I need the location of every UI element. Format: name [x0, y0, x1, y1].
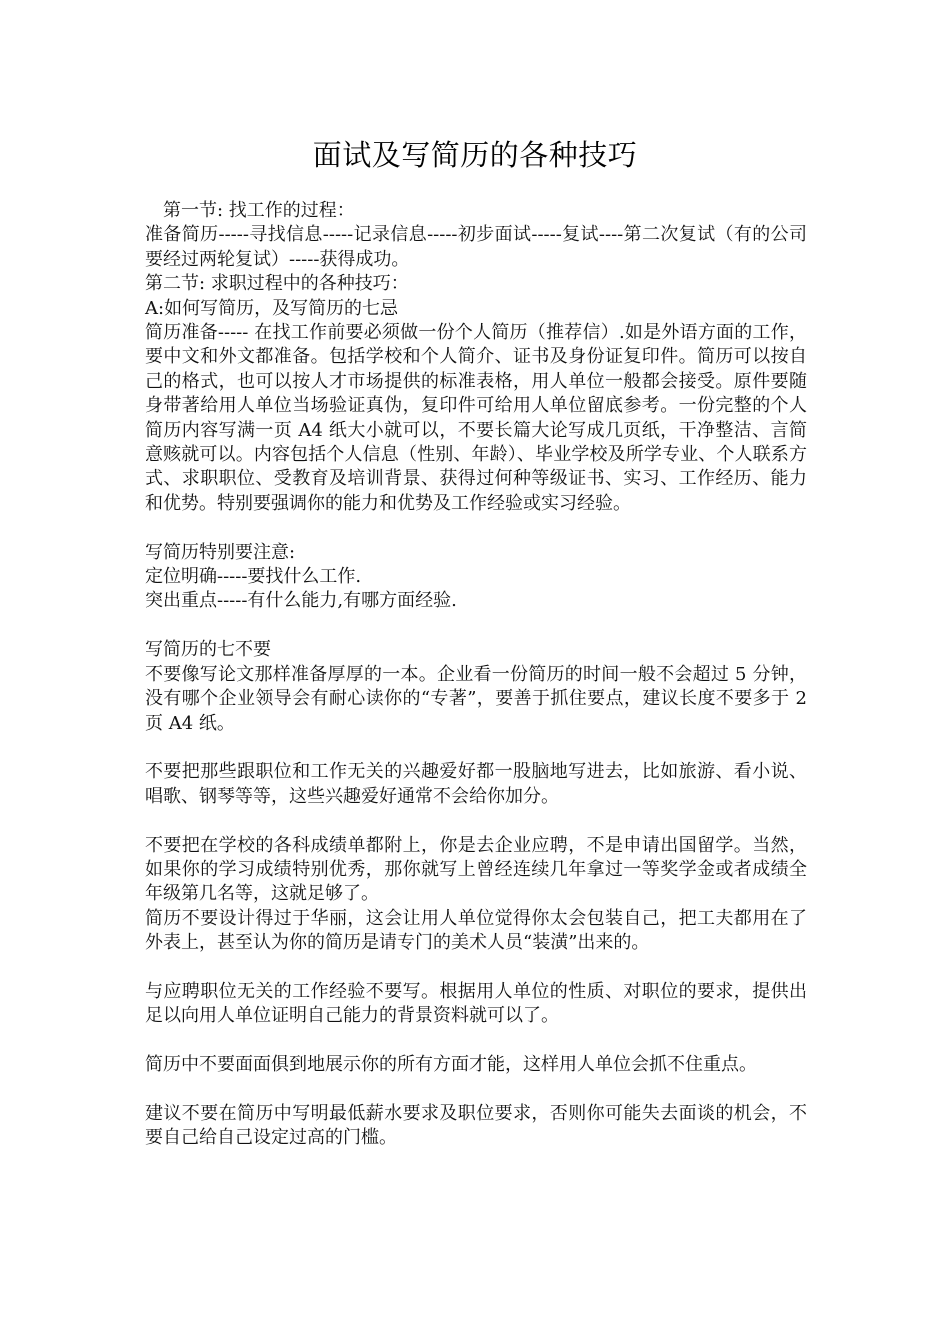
paragraph-spacer — [145, 956, 807, 980]
dont-item-length: 不要像写论文那样准备厚厚的一本。企业看一份简历的时间一般不会超过 5 分钟，没有哪个企业领导会有耐心读你的“专著”，要善于抓住要点，建议长度不要多于 2 页 A4 纸。 — [145, 663, 807, 734]
dont-item-irrelevant-experience: 与应聘职位无关的工作经验不要写。根据用人单位的性质、对职位的要求，提供出足以向用人单位证明自己能力的背景资料就可以了。 — [145, 980, 807, 1027]
paragraph-spacer — [145, 809, 807, 833]
paragraph-spacer — [145, 1029, 807, 1053]
dont-item-design: 简历不要设计得过于华丽，这会让用人单位觉得你太会包装自己，把工夫都用在了外表上，甚至认为你的简历是请专门的美术人员“装潢”出来的。 — [145, 907, 807, 954]
paragraph-spacer — [145, 1078, 807, 1102]
paragraph-resume-prep: 简历准备----- 在找工作前要必须做一份个人简历（推荐信）.如是外语方面的工作，要中文和外文都准备。包括学校和个人简介、证书及身份证复印件。简历可以按自己的格式，也可以按人才市场提供的标准表格，用人单位一般都会接受。原件要随身带著给用人单位当场验证真伪，复印件可给用人单位留底参考。一份完整的个人简历内容写满一页 A4 纸大小就可以，不要长篇大论写成几页纸，干净整洁、言简意赅就可以。内容包括个人信息（性别、年龄）、毕业学校及所学专业、个人联系方式、求职职位、受教育及培训背景、获得过何种等级证书、实习、工作经历、能力和优势。特别要强调你的能力和优势及工作经验或实习经验。 — [145, 322, 807, 514]
note-heading: 写简历特别要注意: — [145, 541, 296, 563]
document-body — [145, 199, 807, 1151]
subsection-heading-a: A:如何写简历，及写简历的七忌 — [145, 297, 399, 319]
paragraph-spacer — [145, 516, 807, 540]
seven-donts-heading: 写简历的七不要 — [145, 639, 271, 661]
section-heading-1: 第一节: 找工作的过程： — [163, 200, 355, 221]
dont-item-hobbies: 不要把那些跟职位和工作无关的兴趣爱好都一股脑地写进去，比如旅游、看小说、唱歌、钢琴等等，这些兴趣爱好通常不会给你加分。 — [145, 761, 807, 807]
note-item-positioning: 定位明确-----要找什么工作. — [145, 566, 362, 588]
paragraph-spacer — [145, 736, 807, 760]
paragraph-process: 准备简历-----寻找信息-----记录信息-----初步面试-----复试----第二次复试（有的公司要经过两轮复试）-----获得成功。 — [145, 224, 807, 270]
dont-item-grades: 不要把在学校的各科成绩单都附上，你是去企业应聘，不是申请出国留学。当然，如果你的学习成绩特别优秀，那你就写上曾经连续几年拿过一等奖学金或者成绩全年级第几名等，这就足够了。 — [145, 834, 807, 905]
note-item-highlights: 突出重点-----有什么能力,有哪方面经验. — [145, 590, 457, 612]
paragraph-spacer — [145, 614, 807, 638]
document-title: 面试及写简历的各种技巧 — [312, 138, 638, 172]
section-heading-2: 第二节: 求职过程中的各种技巧： — [145, 273, 409, 295]
dont-item-everything: 简历中不要面面俱到地展示你的所有方面才能，这样用人单位会抓不住重点。 — [145, 1054, 757, 1076]
dont-item-salary: 建议不要在简历中写明最低薪水要求及职位要求，否则你可能失去面谈的机会，不要自己给自己设定过高的门槛。 — [145, 1102, 807, 1149]
